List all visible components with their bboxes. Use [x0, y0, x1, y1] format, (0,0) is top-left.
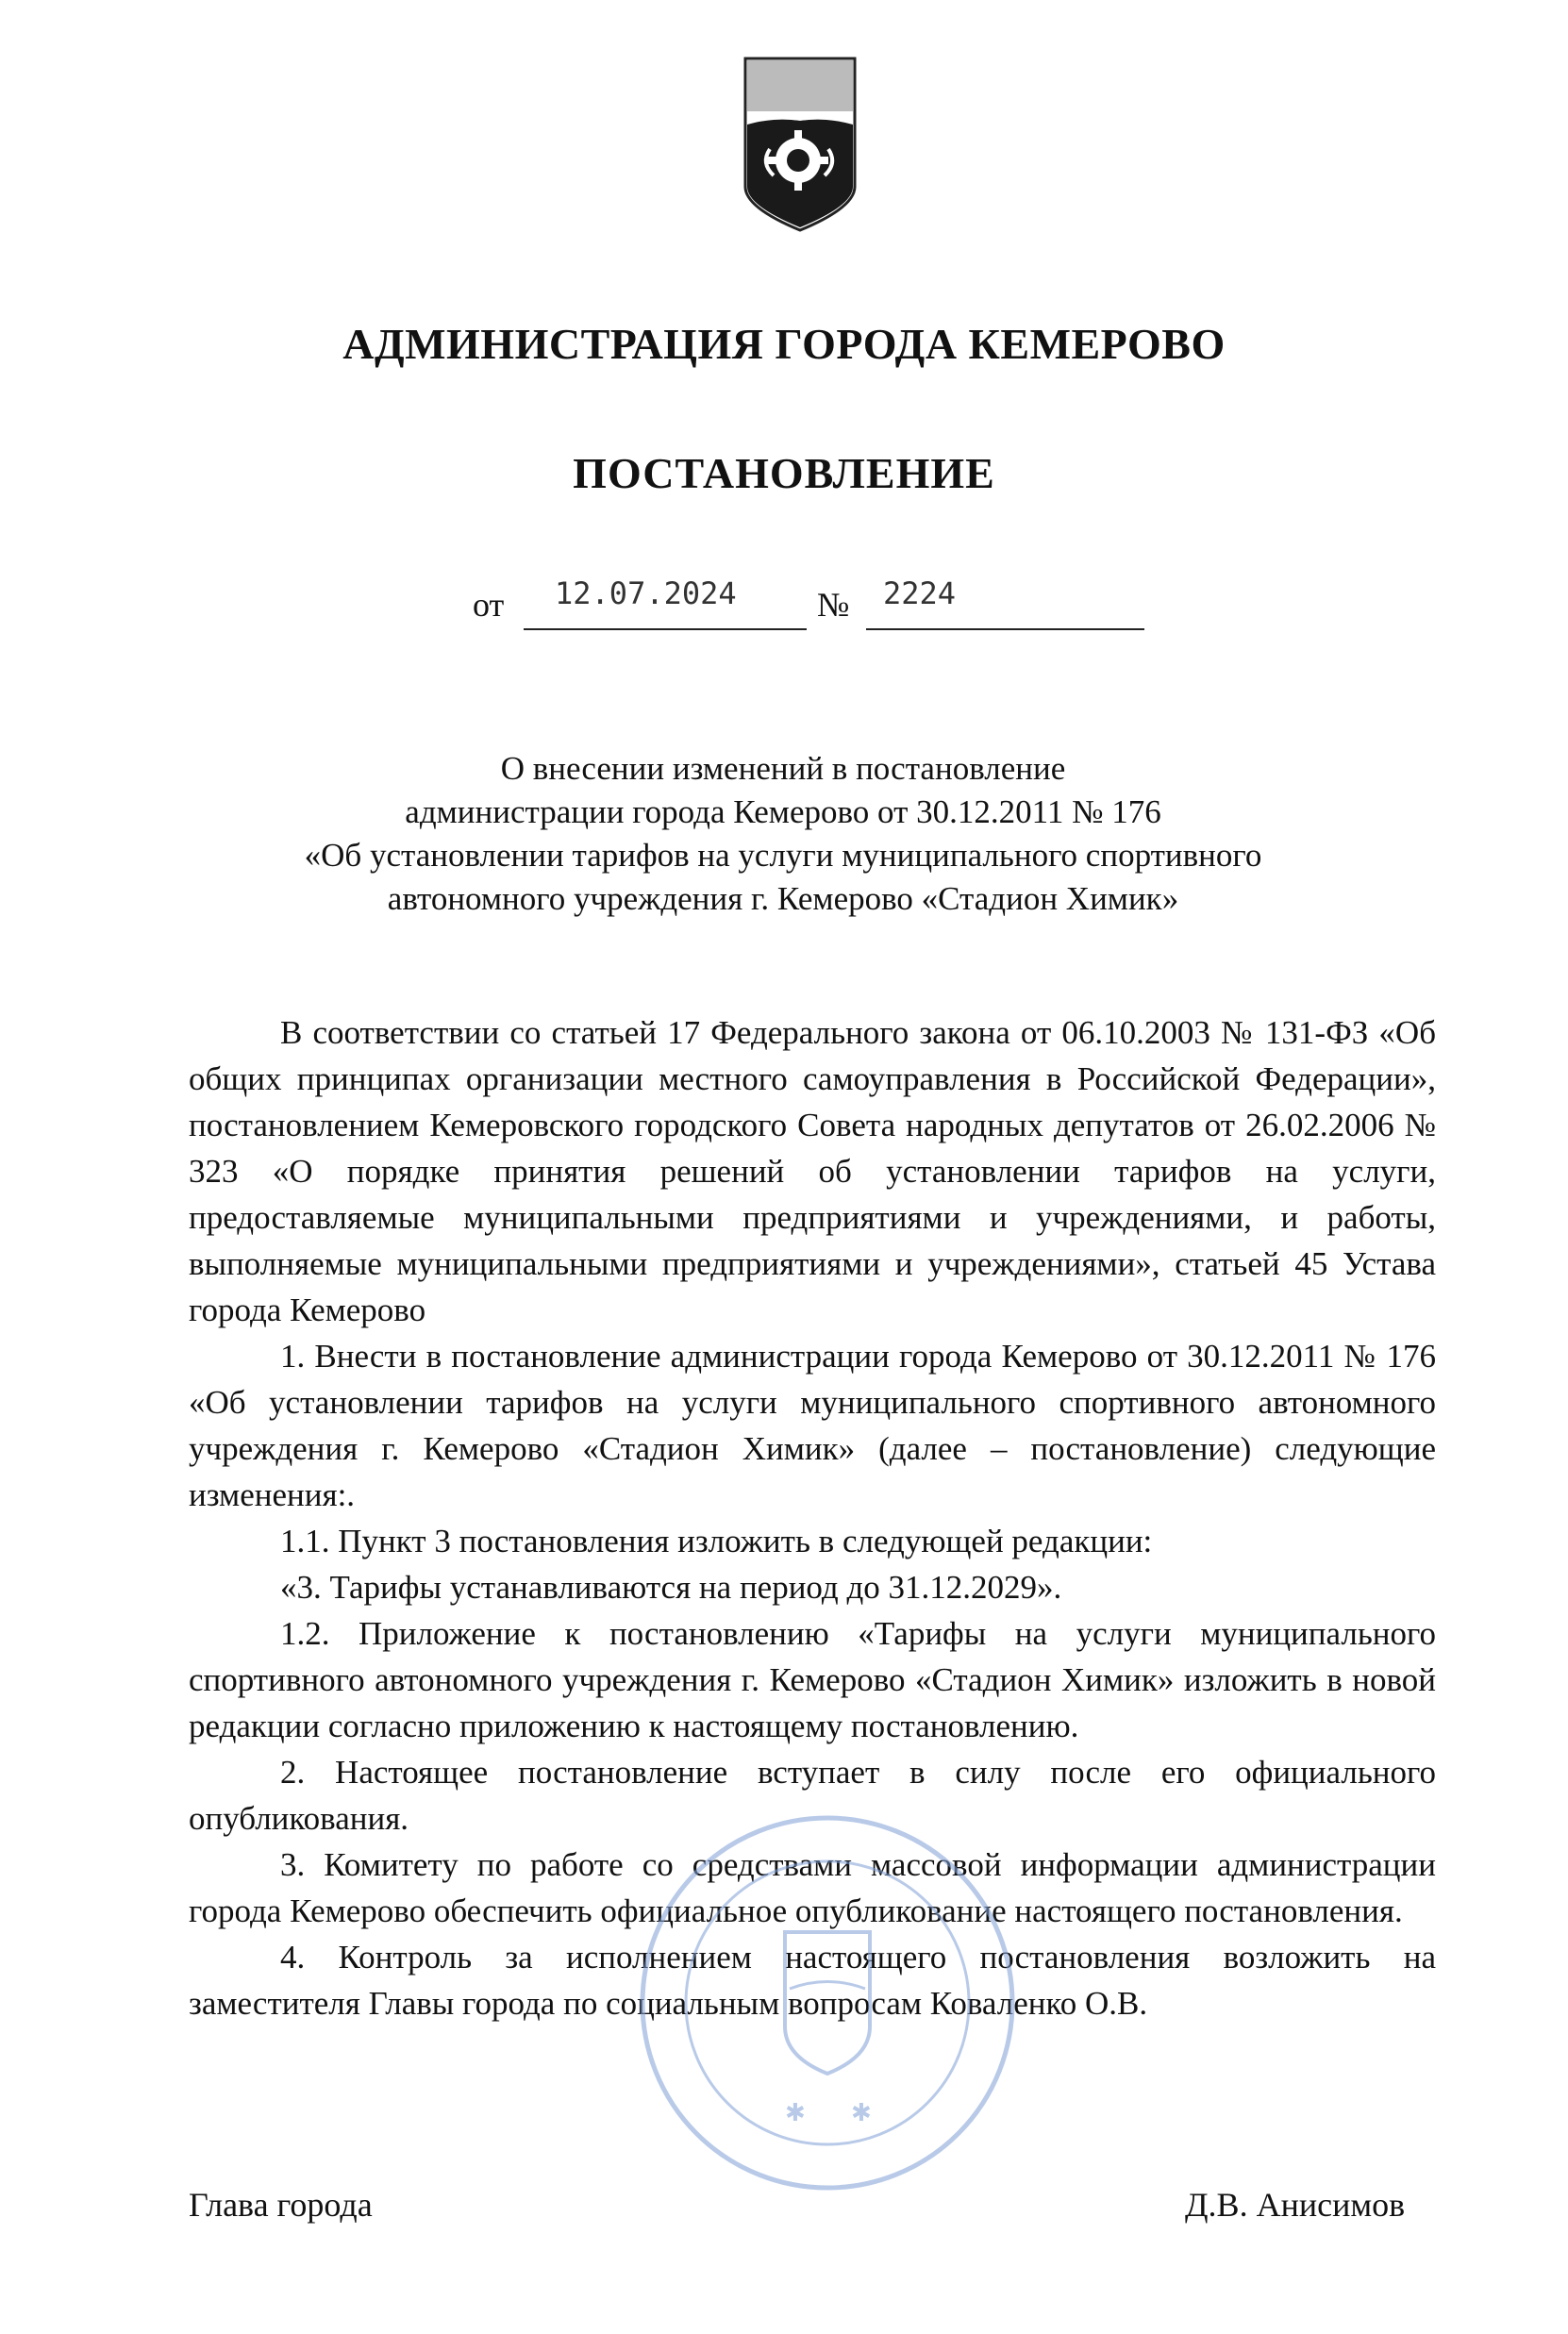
organization-title: АДМИНИСТРАЦИЯ ГОРОДА КЕМЕРОВО — [342, 320, 1226, 368]
official-stamp-icon — [634, 1809, 1021, 2196]
number-underline — [866, 628, 1144, 630]
clause-3: 3. Комитету по работе со средствами массовой информации администрации города Кемерово обеспечить официальное опубликование настоящего постановления. — [189, 1846, 1436, 1929]
clause-2: 2. Настоящее постановление вступает в силу после его официального опубликования. — [189, 1754, 1436, 1837]
document-date: 12.07.2024 — [555, 575, 737, 611]
clause-4: 4. Контроль за исполнением настоящего постановления возложить на заместителя Главы города по социальным вопросам Коваленко О.В. — [189, 1939, 1436, 2022]
svg-text:✱: ✱ — [785, 2099, 806, 2127]
document-subject — [217, 747, 1349, 921]
clause-1-1: 1.1. Пункт 3 постановления изложить в следующей редакции: — [280, 1523, 1153, 1559]
document-type: ПОСТАНОВЛЕНИЕ — [573, 449, 995, 497]
preamble-paragraph: В соответствии со статьей 17 Федерального закона от 06.10.2003 № 131-ФЗ «Об общих принципах организации местного самоуправления в Российской Федерации», постановлением Кемеровского городского Совета народных депутатов от 26.02.2006 № 323 «О порядке принятия решений об установлении тарифов на услуги, предоставляемые муниципальными предприятиями и учреждениями, и работы, выполняемые муниципальными предприятиями и учреждениями», статьей 45 Устава города Кемерово — [189, 1014, 1436, 1328]
number-prefix: № — [817, 586, 850, 624]
date-underline — [524, 628, 807, 630]
subject-line: «Об установлении тарифов на услуги муниципального спортивного — [304, 837, 1262, 874]
signatory-name: Д.В. Анисимов — [1185, 2186, 1406, 2224]
coat-of-arms-icon — [742, 55, 859, 234]
clause-1-1-text: «3. Тарифы устанавливаются на период до 31.12.2029». — [280, 1569, 1062, 1606]
clause-1-2: 1.2. Приложение к постановлению «Тарифы на услуги муниципального спортивного автономного учреждения г. Кемерово «Стадион Химик» изложить в новой редакции согласно приложению к настоящему постановлению. — [189, 1615, 1436, 1744]
document-number: 2224 — [883, 575, 957, 611]
svg-text:✱: ✱ — [851, 2099, 872, 2127]
subject-line: администрации города Кемерово от 30.12.2011 № 176 — [405, 793, 1161, 830]
subject-line: О внесении изменений в постановление — [500, 750, 1066, 787]
signatory-position: Глава города — [189, 2186, 373, 2224]
date-prefix: от — [473, 586, 505, 624]
clause-1: 1. Внести в постановление администрации города Кемерово от 30.12.2011 № 176 «Об установлении тарифов на услуги муниципального спортивного автономного учреждения г. Кемерово «Стадион Химик» (далее – постановление) следующие изменения:. — [189, 1338, 1436, 1513]
date-number-line — [0, 575, 1568, 642]
subject-line: автономного учреждения г. Кемерово «Стадион Химик» — [387, 880, 1179, 917]
